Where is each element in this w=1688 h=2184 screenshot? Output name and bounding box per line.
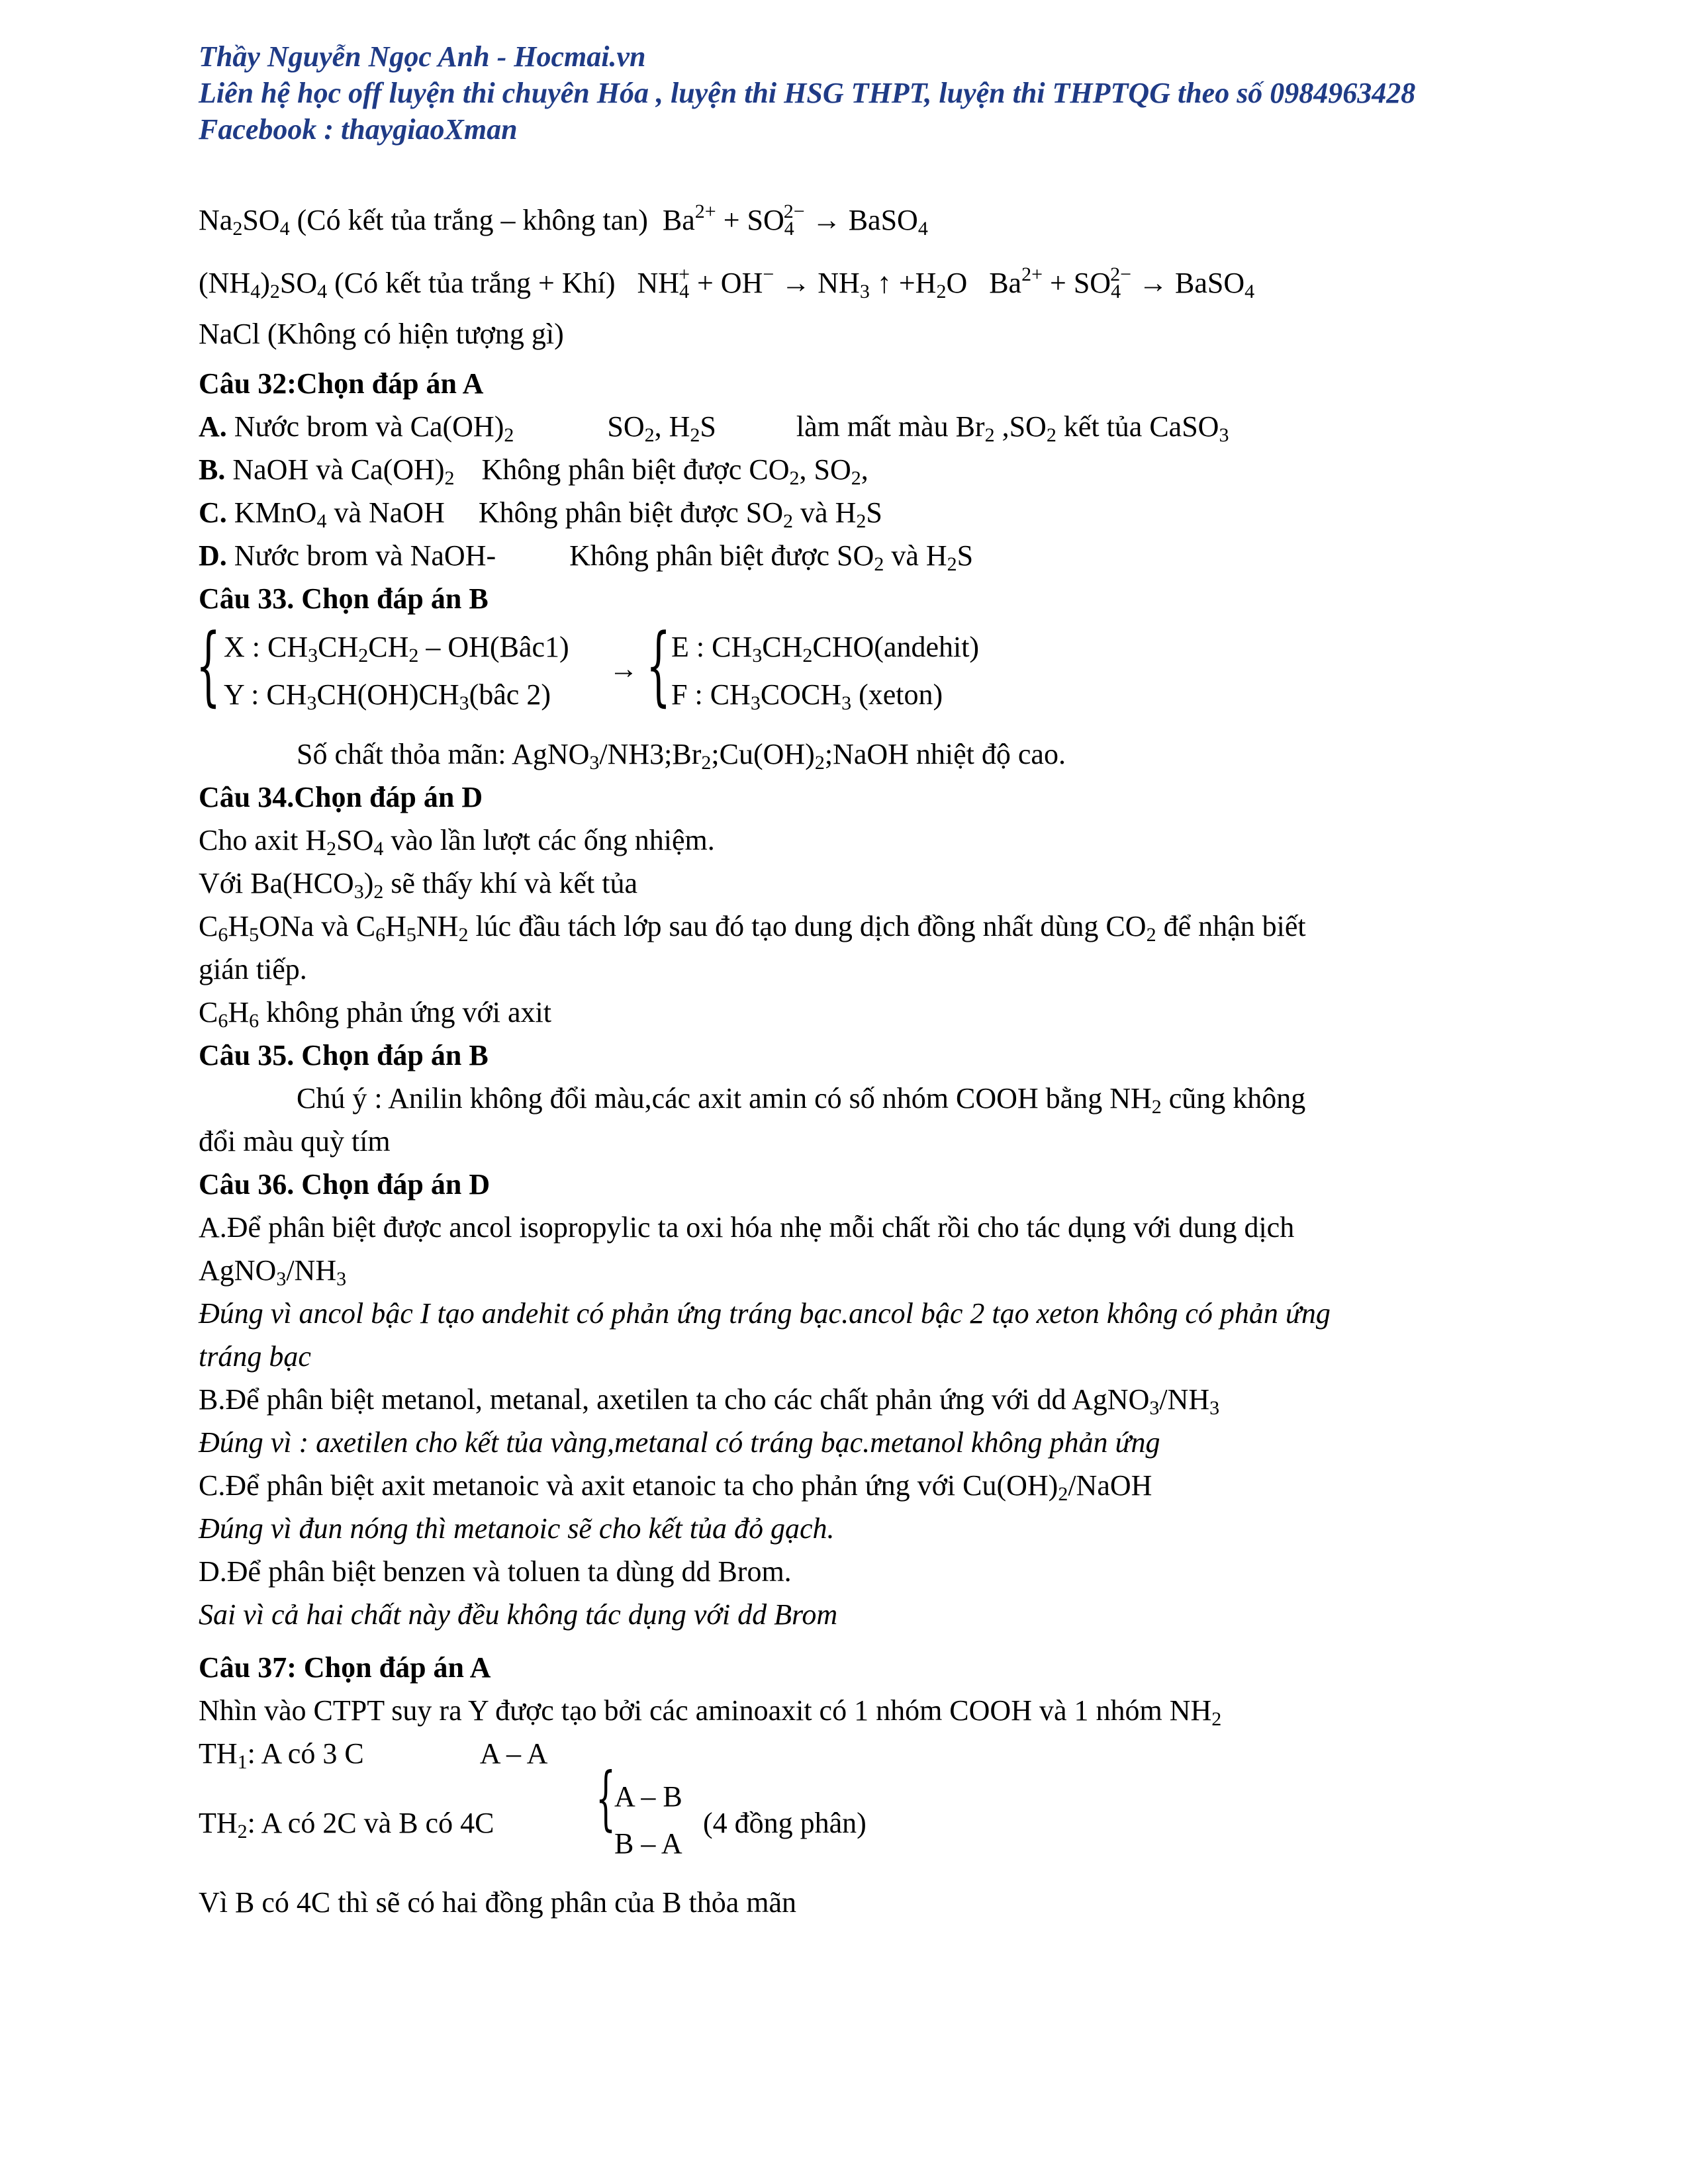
q37-last-line: Vì B có 4C thì sẽ có hai đồng phân của B thỏa mãn — [199, 1886, 797, 1919]
q32-option-b: B. NaOH và $Ca(OH)_2$ Không phân biệt được $CO_2$, $SO_2$, — [199, 453, 868, 489]
q33-f-line: F : $CH_3COCH_3$ (xeton) — [671, 678, 943, 714]
q36-c-line-2: Đúng vì đun nóng thì metanoic sẽ cho kết tủa đỏ gạch. — [199, 1512, 835, 1545]
q36-a-line-2: $AgNO_3/NH_3$ — [199, 1254, 347, 1290]
q33-x-line: X : $CH_3CH_2CH_2$ – OH(Bâc1) — [224, 631, 569, 666]
q34-line-1: Cho axit $H_2SO_4$ vào lần lượt các ống nhiệm. — [199, 824, 715, 860]
q32-title: Câu 32:Chọn đáp án A — [199, 367, 484, 400]
header-contact: Liên hệ học off luyện thi chuyên Hóa , luyện thi HSG THPT, luyện thi THPTQG theo số 0984963428 — [199, 77, 1416, 109]
q33-title: Câu 33. Chọn đáp án B — [199, 582, 489, 615]
q36-a-line-4: tráng bạc — [199, 1340, 311, 1373]
q36-d-line-1: D.Để phân biệt benzen và toluen ta dùng dd Brom. — [199, 1555, 792, 1588]
q33-e-line: E : $CH_3CH_2CHO(andehit)$ — [671, 631, 980, 666]
q33-count-line: Số chất thỏa mãn: $AgNO_3/NH3;Br_2;Cu(OH)_2;NaOH$ nhiệt độ cao. — [297, 738, 1066, 774]
q34-line-2: Với $Ba(HCO_3)_2$ sẽ thấy khí và kết tủa — [199, 867, 638, 903]
q32-option-c: C. KMnO$_4$ và NaOH Không phân biệt được $SO_2$ và $H_2S$ — [199, 496, 882, 532]
page-header — [199, 38, 1415, 148]
q32-option-d: D. Nước brom và NaOH- Không phân biệt được $SO_2$ và $H_2S$ — [199, 539, 974, 575]
q33-y-line: Y : $CH_3CH(OH)CH_3(bâc$ 2) — [224, 678, 551, 714]
q37-th1-line: $TH_1$: A có 3 C A – A — [199, 1737, 548, 1773]
q34-line-3: $C_6H_5ONa$ và $C_6H_5NH_2$ lúc đầu tách lớp sau đó tạo dung dịch đồng nhất dùng $CO_2$ để nhận biết — [199, 910, 1306, 946]
q36-d-line-2: Sai vì cả hai chất này đều không tác dụng với dd Brom — [199, 1598, 838, 1631]
header-author: Thầy Nguyễn Ngọc Anh - Hocmai.vn — [199, 40, 646, 73]
q37-ba: B – A — [614, 1827, 682, 1860]
nh4so4-line: $(NH_4)_2SO_4$ (Có kết tủa trắng + Khí) $NH_4^+ + OH^- \to NH_3$ ↑ $+H_2O$ $Ba^{2+} + SO_4^{2-}$ → BaSO$_4$ — [199, 263, 1255, 302]
q35-line-1: Chú ý : Anilin không đổi màu,các axit amin có số nhóm COOH bằng $NH_2$ cũng không — [297, 1082, 1306, 1118]
q36-b-line-2: Đúng vì : axetilen cho kết tủa vàng,metanal có tráng bạc.metanol không phản ứng — [199, 1426, 1160, 1459]
header-facebook: Facebook : thaygiaoXman — [199, 113, 518, 146]
q34-line-4: gián tiếp. — [199, 953, 307, 985]
q37-ab: A – B — [614, 1780, 682, 1813]
left-brace-icon: { — [596, 1758, 616, 1839]
q37-title: Câu 37: Chọn đáp án A — [199, 1651, 491, 1684]
q35-title: Câu 35. Chọn đáp án B — [199, 1039, 489, 1071]
left-brace-icon: { — [646, 615, 671, 715]
q34-title: Câu 34.Chọn đáp án D — [199, 781, 483, 813]
left-brace-icon: { — [196, 615, 221, 715]
q37-line-1: Nhìn vào CTPT suy ra Y được tạo bởi các aminoaxit có 1 nhóm COOH và 1 nhóm $NH_2$ — [199, 1694, 1222, 1730]
q35-line-2: đổi màu quỳ tím — [199, 1125, 391, 1158]
q36-a-line-3: Đúng vì ancol bậc I tạo andehit có phản ứng tráng bạc.ancol bậc 2 tạo xeton không có phản ứng — [199, 1297, 1331, 1330]
nacl-line: NaCl (Không có hiện tượng gì) — [199, 318, 564, 350]
q34-line-5: $C_6H_6$ không phản ứng với axit — [199, 996, 551, 1032]
q36-c-line-1: C.Để phân biệt axit metanoic và axit etanoic ta cho phản ứng với $Cu(OH)_2$/NaOH — [199, 1469, 1152, 1505]
right-arrow-icon: → — [609, 653, 638, 685]
q36-title: Câu 36. Chọn đáp án D — [199, 1168, 491, 1201]
na2so4-line: $Na_2SO_4$ (Có kết tủa trắng – không tan) $Ba^{2+} + SO_4^{2-}$ → BaSO$_4$ — [199, 201, 928, 240]
q36-b-line-1: B.Để phân biệt metanol, metanal, axetilen ta cho các chất phản ứng với dd $AgNO_3/NH_3$ — [199, 1383, 1220, 1419]
q36-a-line-1: A.Để phân biệt được ancol isopropylic ta oxi hóa nhẹ mỗi chất rồi cho tác dụng với dung dịch — [199, 1211, 1295, 1244]
q37-th2-line: $TH_2$: A có 2C và B có 4C — [199, 1807, 494, 1843]
q32-option-a: A. Nước brom và $Ca(OH)_2$ $SO_2$, $H_2S$ làm mất màu $Br_2$ $,SO_2$ kết tủa CaSO$_3$ — [199, 410, 1229, 446]
q37-isomer-count: (4 đồng phân) — [703, 1807, 867, 1839]
